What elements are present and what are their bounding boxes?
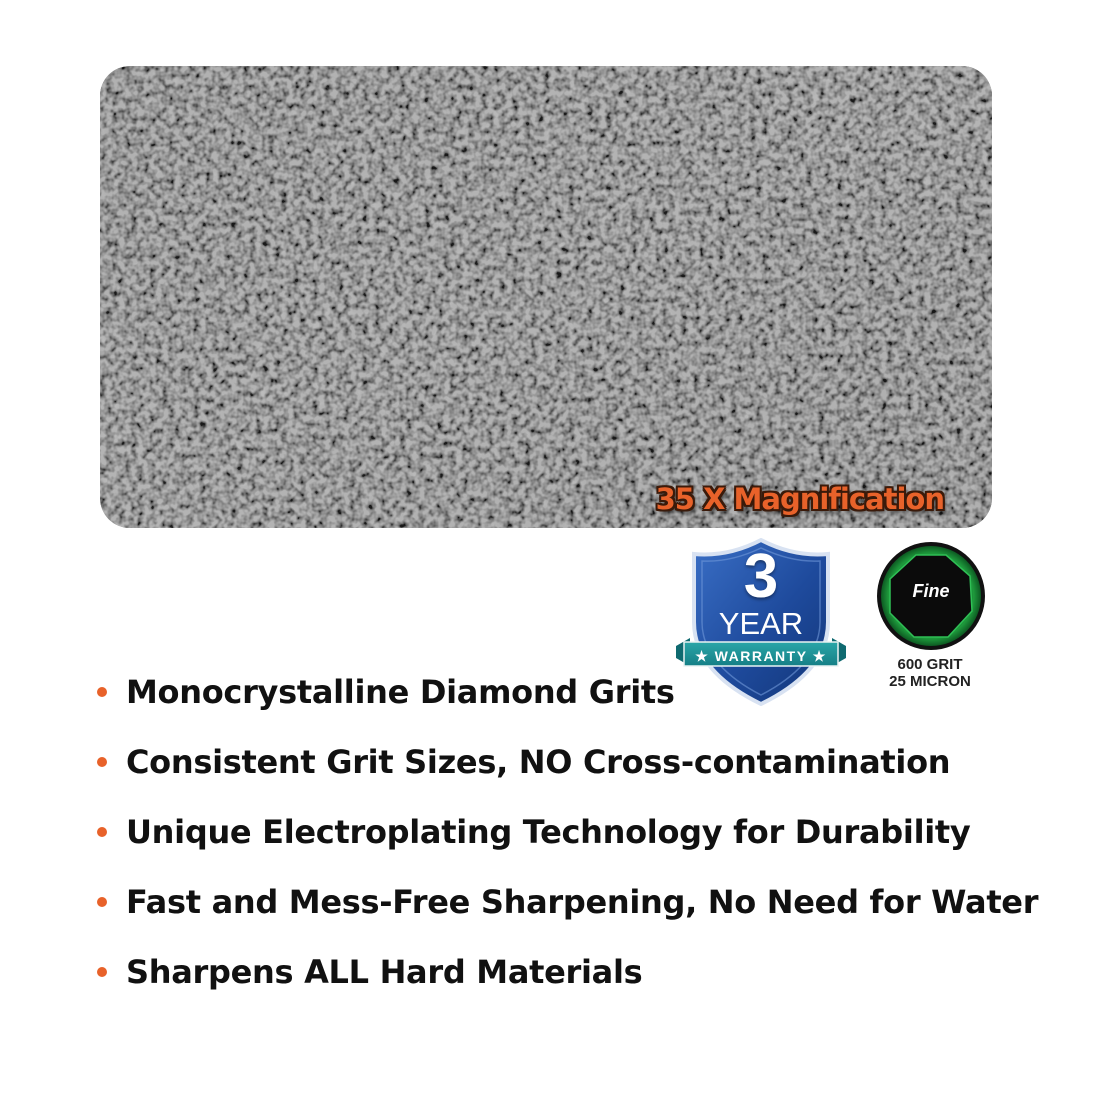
list-item — [97, 657, 1038, 727]
warranty-years-number: 3 — [743, 542, 779, 611]
micron-size-text: 25 MICRON — [889, 673, 971, 690]
feature-text: Unique Electroplating Technology for Durability — [126, 813, 971, 851]
bullet-dot-icon — [97, 897, 107, 907]
feature-text: Consistent Grit Sizes, NO Cross-contamination — [126, 743, 951, 781]
grit-size-text: 600 GRIT — [897, 656, 963, 673]
feature-text: Sharpens ALL Hard Materials — [126, 953, 643, 991]
bullet-dot-icon — [97, 967, 107, 977]
list-item — [97, 937, 1038, 1007]
magnification-caption: 35 X Magnification — [655, 482, 944, 516]
list-item — [97, 727, 1038, 797]
list-item — [97, 867, 1038, 937]
feature-list — [97, 657, 1038, 1007]
grit-badge — [876, 541, 986, 651]
grit-level-label: Fine — [912, 581, 950, 601]
feature-text: Fast and Mess-Free Sharpening, No Need for Water — [126, 883, 1039, 921]
warranty-label: ★ WARRANTY ★ — [695, 648, 827, 664]
diamond-grit-texture — [100, 66, 992, 528]
bullet-dot-icon — [97, 827, 107, 837]
warranty-unit: YEAR — [718, 606, 804, 641]
list-item — [97, 797, 1038, 867]
bullet-dot-icon — [97, 757, 107, 767]
feature-text: Monocrystalline Diamond Grits — [126, 673, 675, 711]
magnified-diamond-surface-photo — [100, 66, 992, 528]
bullet-dot-icon — [97, 687, 107, 697]
